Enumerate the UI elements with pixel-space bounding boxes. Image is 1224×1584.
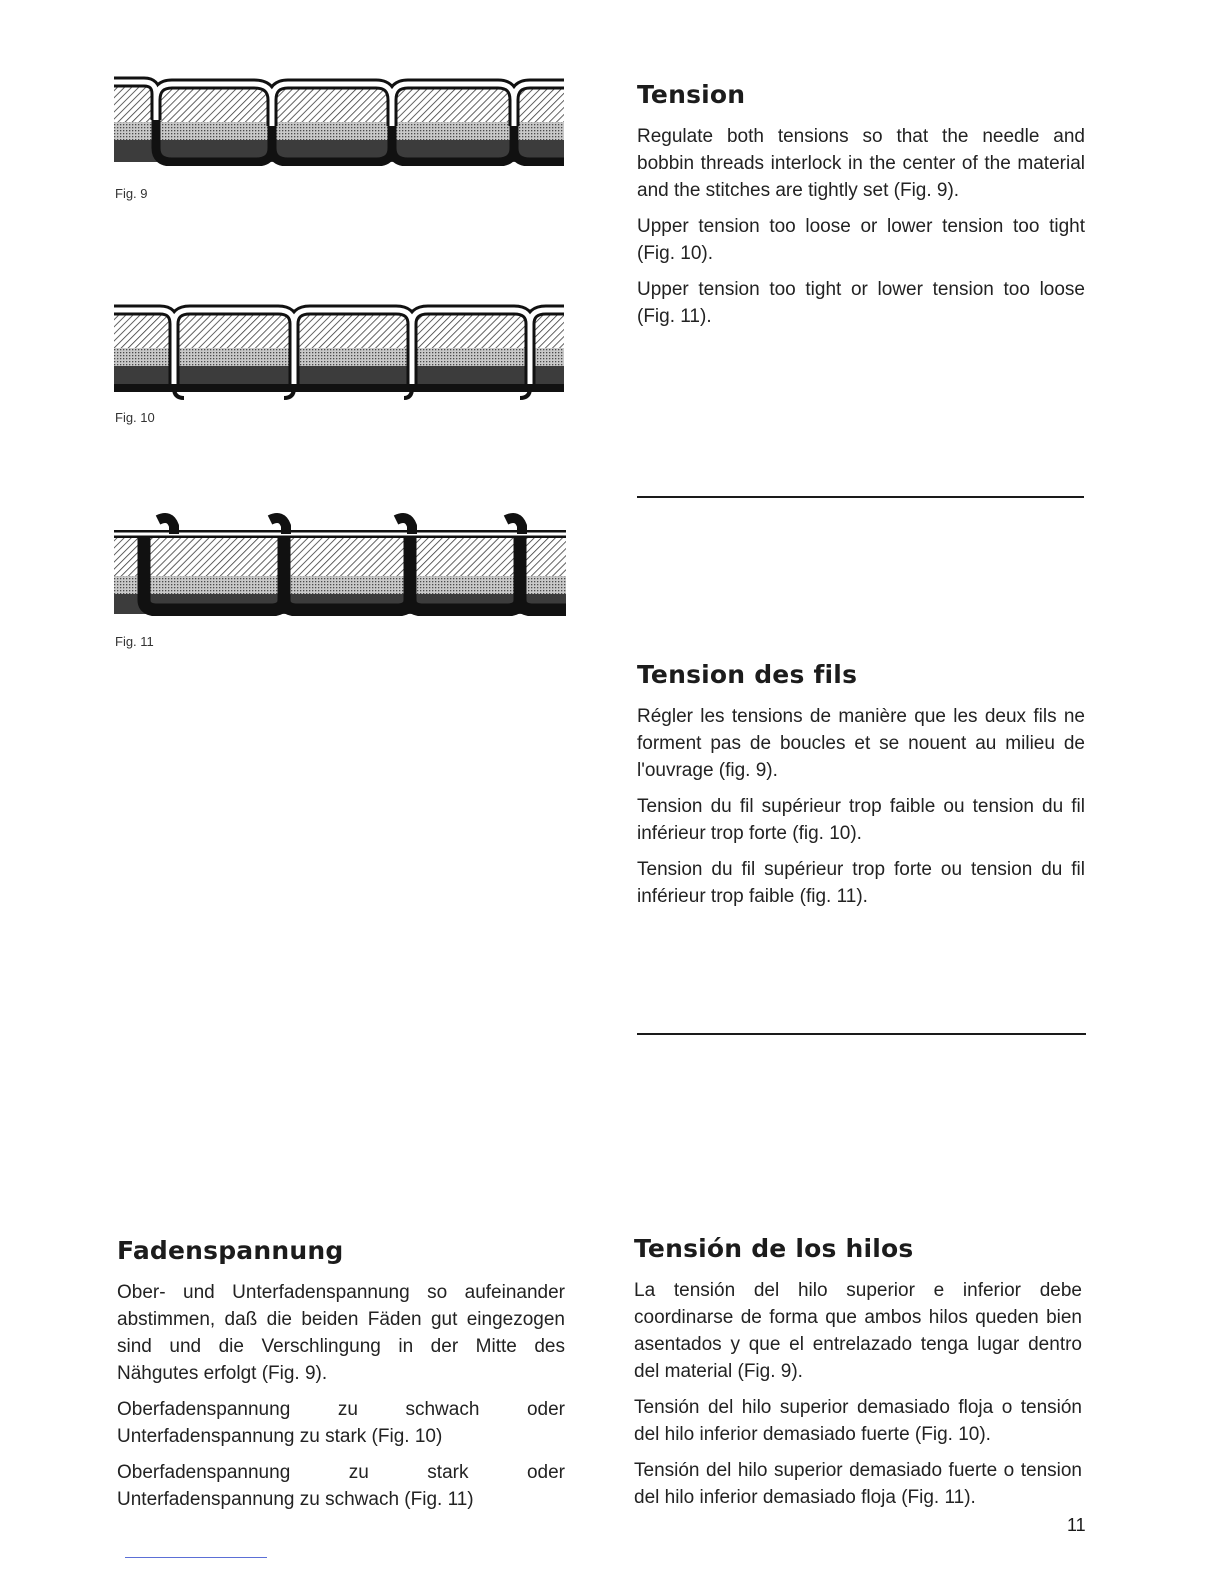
figure-9-illustration <box>114 76 564 166</box>
section-heading: Tensión de los hilos <box>634 1234 914 1263</box>
section-paragraph: Tension du fil supérieur trop faible ou tension du fil inférieur trop forte (fig. 10). <box>637 796 1085 844</box>
divider-rule <box>637 1033 1086 1035</box>
section-heading: Fadenspannung <box>117 1236 344 1265</box>
figure-9-caption: Fig. 9 <box>115 186 148 201</box>
section-paragraph: Regulate both tensions so that the needle and bobbin threads interlock in the center of the material and the stitches are tightly set (Fig. 9). <box>637 126 1085 201</box>
section-paragraph: Régler les tensions de manière que les deux fils ne forment pas de boucles et se nouent au milieu de l'ouvrage (fig. 9). <box>637 706 1085 781</box>
section-paragraph: La tensión del hilo superior e inferior debe coordinarse de forma que ambos hilos queden bien asentados y que el entrelazado tenga lugar dentro del material (Fig. 9). <box>634 1280 1082 1382</box>
section-paragraph: Oberfadenspannung zu schwach oder Unterfadenspannung zu stark (Fig. 10) <box>117 1399 565 1447</box>
section-paragraph: Tension du fil supérieur trop forte ou tension du fil inférieur trop faible (fig. 11). <box>637 859 1085 907</box>
figure-10-illustration <box>114 298 564 403</box>
fabric-top-layer <box>114 86 564 122</box>
section-paragraph: Upper tension too tight or lower tension too loose (Fig. 11). <box>637 279 1085 327</box>
section-paragraph: Ober- und Unterfadenspannung so aufeinander abstimmen, daß die beiden Fäden gut eingezogen sind und die Verschlingung in der Mitte des Nähgutes erfolgt (Fig. 9). <box>117 1282 565 1384</box>
section-heading: Tension <box>637 80 746 109</box>
section-paragraph: Tensión del hilo superior demasiado fuerte o tension del hilo inferior demasiado floja (Fig. 11). <box>634 1460 1082 1508</box>
section-german <box>117 1236 565 1522</box>
section-spanish <box>634 1234 1082 1520</box>
section-paragraph: Upper tension too loose or lower tension too tight (Fig. 10). <box>637 216 1085 264</box>
divider-rule <box>637 496 1084 498</box>
fabric-middle-layer <box>114 122 564 140</box>
section-french <box>637 660 1085 919</box>
section-heading: Tension des fils <box>637 660 858 689</box>
figure-11-caption: Fig. 11 <box>115 634 154 649</box>
section-english <box>637 80 1085 339</box>
section-paragraph: Tensión del hilo superior demasiado floja o tensión del hilo inferior demasiado fuerte (Fig. 10). <box>634 1397 1082 1445</box>
footer-line <box>125 1557 267 1558</box>
page-number: 11 <box>1067 1515 1086 1535</box>
section-paragraph: Oberfadenspannung zu stark oder Unterfadenspannung zu schwach (Fig. 11) <box>117 1462 565 1510</box>
figure-10-caption: Fig. 10 <box>115 410 155 425</box>
figure-11-illustration <box>114 512 566 616</box>
